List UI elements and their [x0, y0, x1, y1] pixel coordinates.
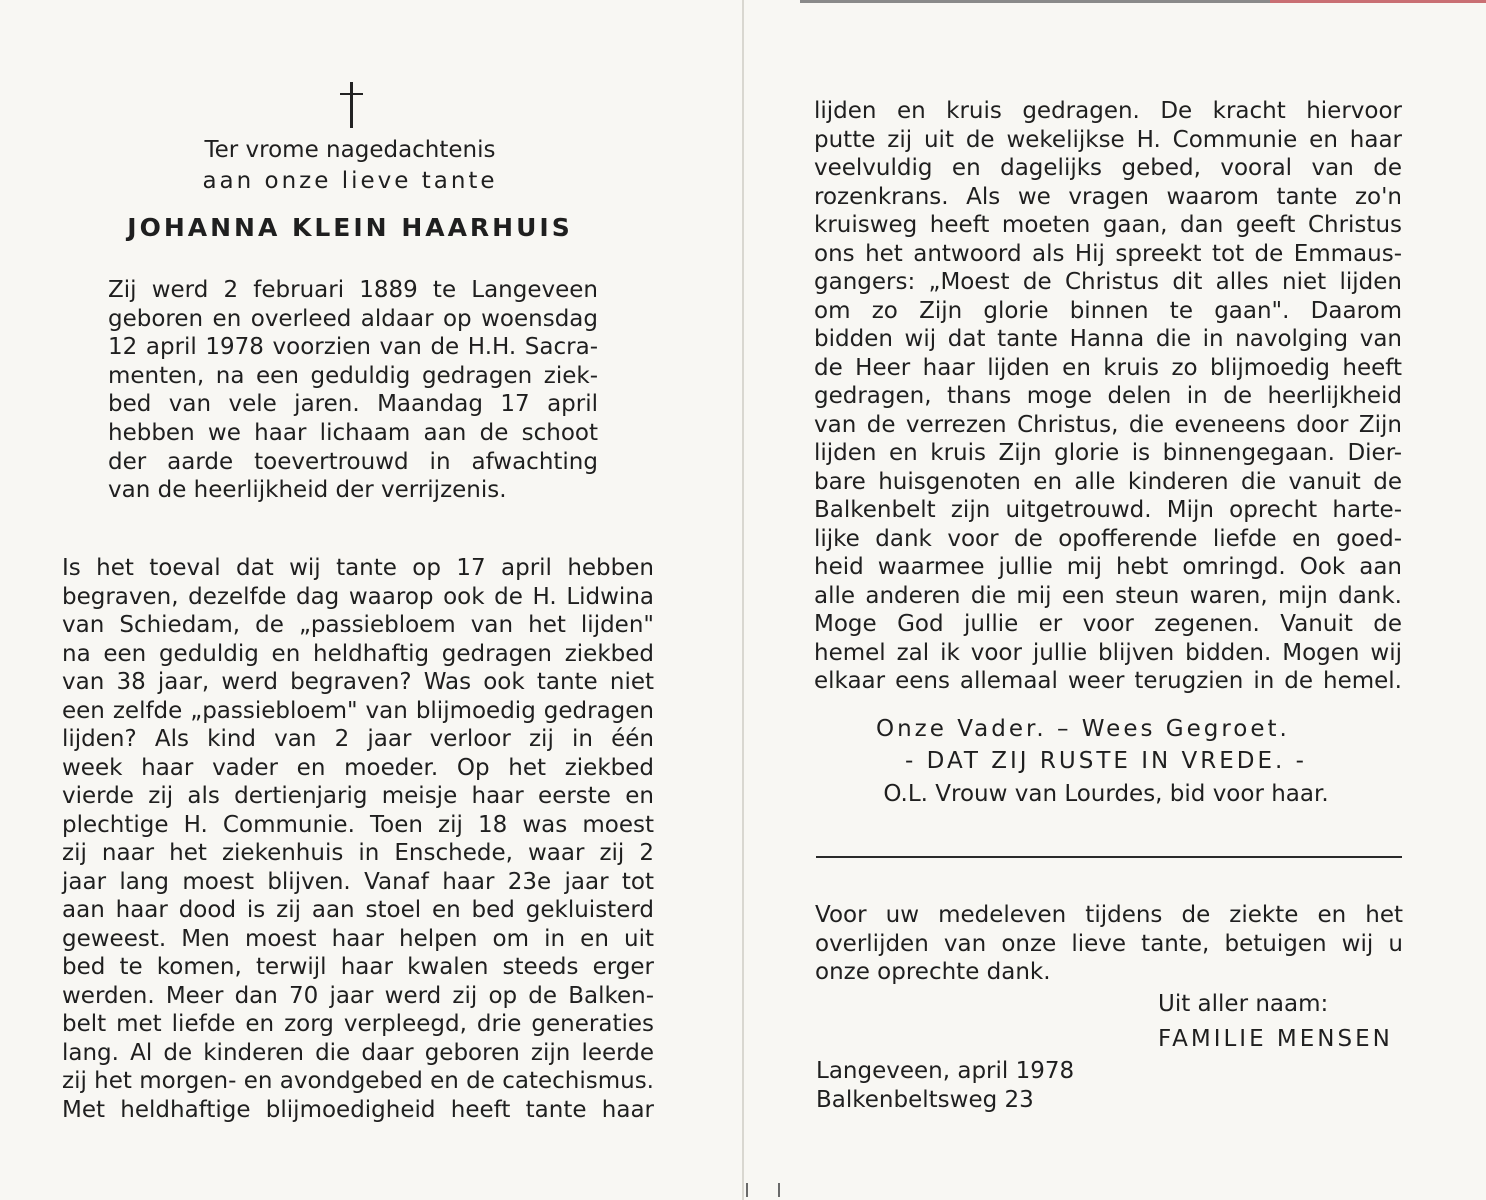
page-gutter — [742, 0, 744, 1200]
text-line: gedragen, thans moge delen in de heerlijkheid — [814, 383, 1402, 409]
text-line: na een geduldig en heldhaftig gedragen ziekbed — [62, 640, 654, 667]
text-line: kruisweg heeft moeten gaan, dan geeft Christus — [814, 212, 1402, 238]
text-line: zij het morgen- en avondgebed en de catechismus. — [62, 1068, 654, 1094]
address: Balkenbeltsweg 23 — [816, 1087, 1034, 1113]
place-date: Langeveen, april 1978 — [816, 1058, 1075, 1084]
text-line: lijke dank voor de opofferende liefde en goed- — [814, 525, 1402, 552]
scan-edge-top — [800, 0, 1270, 3]
text-line: bed te komen, terwijl haar kwalen steeds erger — [62, 954, 654, 980]
text-line: overlijden van onze lieve tante, betuigen wij u — [815, 930, 1403, 957]
text-line: veelvuldig en dagelijks gebed, vooral van de — [814, 155, 1402, 181]
text-line: onze oprechte dank. — [815, 959, 1051, 985]
text-line: belt met liefde en zorg verpleegd, drie generaties — [62, 1011, 654, 1037]
text-line: lijden? Als kind van 2 jaar verloor zij in één — [62, 726, 654, 752]
text-line: 12 april 1978 voorzien van de H.H. Sacra- — [108, 334, 598, 361]
text-line: lijden en kruis Zijn glorie is binnengegaan. Dier- — [814, 440, 1402, 466]
text-line: bidden wij dat tante Hanna die in navolging van — [814, 326, 1402, 352]
prayer-line: Onze Vader. – Wees Gegroet. — [876, 716, 1290, 742]
text-line: hebben we haar lichaam aan de schoot — [108, 420, 598, 446]
text-line: Zij werd 2 februari 1889 te Langeveen — [108, 277, 598, 303]
scan-edge-top-red — [1270, 0, 1486, 3]
text-line: jaar lang moest blijven. Vanaf haar 23e jaar tot — [62, 868, 654, 895]
text-line: werden. Meer dan 70 jaar werd zij op de Balken- — [62, 982, 654, 1009]
text-line: van de verrezen Christus, die eveneens door Zijn — [814, 411, 1402, 438]
text-line: van 38 jaar, werd begraven? Was ook tante niet — [62, 669, 654, 695]
text-line: lang. Al de kinderen die daar geboren zijn leerde — [62, 1039, 654, 1066]
text-line: bed van vele jaren. Maandag 17 april — [108, 391, 598, 418]
text-line: Voor uw medeleven tijdens de ziekte en het — [815, 902, 1403, 928]
text-line: putte zij uit de wekelijkse H. Communie en haar — [814, 126, 1402, 153]
deceased-name: JOHANNA KLEIN HAARHUIS — [127, 213, 573, 242]
scan-mark — [746, 1183, 748, 1197]
text-line: week haar vader en moeder. Op het ziekbed — [62, 754, 654, 781]
text-line: de Heer haar lijden en kruis zo blijmoedig heeft — [814, 354, 1402, 381]
text-line: zij naar het ziekenhuis in Enschede, waar zij 2 — [62, 840, 654, 866]
text-line: aan haar dood is zij aan stoel en bed gekluisterd — [62, 897, 654, 923]
lourdes-invocation: O.L. Vrouw van Lourdes, bid voor haar. — [883, 781, 1329, 807]
text-line: heid waarmee jullie mij hebt omringd. Ook aan — [814, 554, 1402, 580]
text-line: gangers: „Moest de Christus dit alles niet lijden — [814, 269, 1402, 295]
text-line: der aarde toevertrouwd in afwachting — [108, 448, 598, 475]
text-line: begraven, dezelfde dag waarop ook de H. Lidwina — [62, 583, 654, 610]
cross-icon — [337, 82, 367, 128]
scan-mark — [778, 1183, 780, 1197]
signature-label: Uit aller naam: — [1158, 991, 1329, 1017]
text-line: van Schiedam, de „passiebloem van het lijden" — [62, 612, 654, 638]
text-line: rozenkrans. Als we vragen waarom tante zo'n — [814, 183, 1402, 210]
text-line: Balkenbelt zijn uitgetrouwd. Mijn oprecht harte- — [814, 497, 1402, 523]
text-line: Moge God jullie er voor zegenen. Vanuit de — [814, 611, 1402, 637]
text-line: Met heldhaftige blijmoedigheid heeft tante haar — [62, 1096, 654, 1123]
memorial-subintro: aan onze lieve tante — [202, 168, 498, 194]
text-line: van de heerlijkheid der verrijzenis. — [108, 477, 507, 504]
text-line: plechtige H. Communie. Toen zij 18 was moest — [62, 811, 654, 838]
rest-in-peace: - DAT ZIJ RUSTE IN VREDE. - — [905, 748, 1307, 774]
text-line: elkaar eens allemaal weer terugzien in de hemel. — [814, 668, 1402, 694]
text-line: alle anderen die mij een steun waren, mijn dank. — [814, 582, 1402, 609]
text-line: ons het antwoord als Hij spreekt tot de Emmaus- — [814, 240, 1402, 267]
divider-rule — [816, 856, 1402, 858]
text-line: geboren en overleed aldaar op woensdag — [108, 305, 598, 332]
signature-family: FAMILIE MENSEN — [1158, 1026, 1393, 1052]
text-line: Is het toeval dat wij tante op 17 april hebben — [62, 555, 654, 581]
text-line: om zo Zijn glorie binnen te gaan". Daarom — [814, 297, 1402, 324]
text-line: hemel zal ik voor jullie blijven bidden. Mogen wij — [814, 639, 1402, 666]
text-line: menten, na een geduldig gedragen ziek- — [108, 362, 598, 389]
text-line: een zelfde „passiebloem" van blijmoedig gedragen — [62, 697, 654, 724]
memorial-intro: Ter vrome nagedachtenis — [204, 137, 496, 163]
text-line: geweest. Men moest haar helpen om in en uit — [62, 925, 654, 952]
text-line: bare huisgenoten en alle kinderen die vanuit de — [814, 468, 1402, 495]
text-line: vierde zij als dertienjarig meisje haar eerste en — [62, 783, 654, 809]
text-line: lijden en kruis gedragen. De kracht hiervoor — [814, 98, 1402, 124]
